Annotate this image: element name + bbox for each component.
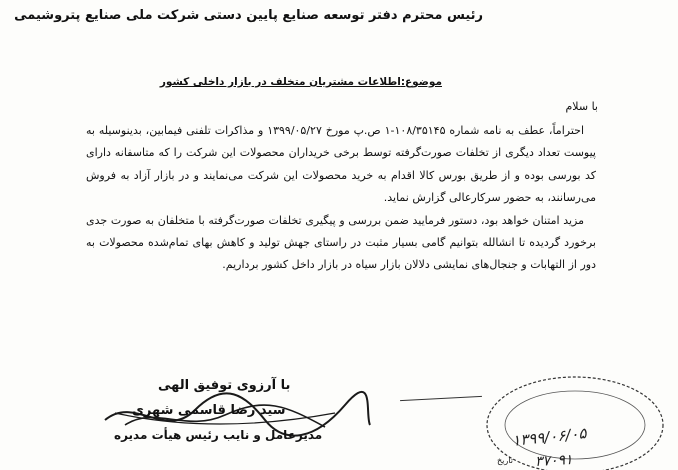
subject-prefix: موضوع:: [400, 76, 442, 88]
received-stamp: [480, 370, 670, 470]
signatory-name: سید رضا قاسمی شهری: [132, 403, 286, 418]
letter-subject: [82, 76, 442, 88]
signatory-title: مدیرعامل و نایب رئیس هیأت مدیره: [114, 428, 323, 442]
letter-body: [86, 120, 596, 277]
stamp-date-label: تاریخ: [497, 456, 513, 465]
stamp-number: ۳۷۰۹۱: [534, 452, 574, 470]
divider-stroke: [400, 396, 482, 401]
letter-greeting: با سلام: [565, 100, 598, 113]
signature-closing: با آرزوی توفیق الهی: [158, 378, 291, 393]
subject-text: اطلاعات مشتریان متخلف در بازار داخلی کشور: [159, 76, 401, 88]
letter-recipient: رئیس محترم دفتر توسعه صنایع پایین دستی شرکت ملی صنایع پتروشیمی: [14, 8, 483, 23]
stamp-date: ۱۳۹۹/۰۶/۰۵: [511, 424, 588, 450]
letter-paragraph-2: مزید امتنان خواهد بود، دستور فرمایید ضمن بررسی و پیگیری تخلفات صورت‌گرفته با متخلفان به صورت جدی برخورد گردیده تا انشالله بتوانیم گامی بسیار مثبت در راستای جهش تولید و کاهش بهای تمام‌شده محصولات به دور از التهابات و جنجال‌های نمایشی دلالان بازار سیاه در بازار داخل کشور برداریم.: [86, 213, 596, 272]
letter-paragraph-1: احتراماً، عطف به نامه شماره ۱۰۸/۳۵۱۴۵-۱ ص.پ مورخ ۱۳۹۹/۰۵/۲۷ و مذاکرات تلفنی فیمابین، بدینوسیله به پیوست تعداد دیگری از تخلفات صورت‌گرفته توسط برخی خریداران محصولات این شرکت را که متاسفانه دارای کد بورسی بوده و از طریق بورس کالا اقدام به خرید محصولات این شرکت می‌نمایند و در بازار آزاد به فروش می‌رسانند، به حضور سرکارعالی گزارش نماید.: [86, 124, 596, 205]
